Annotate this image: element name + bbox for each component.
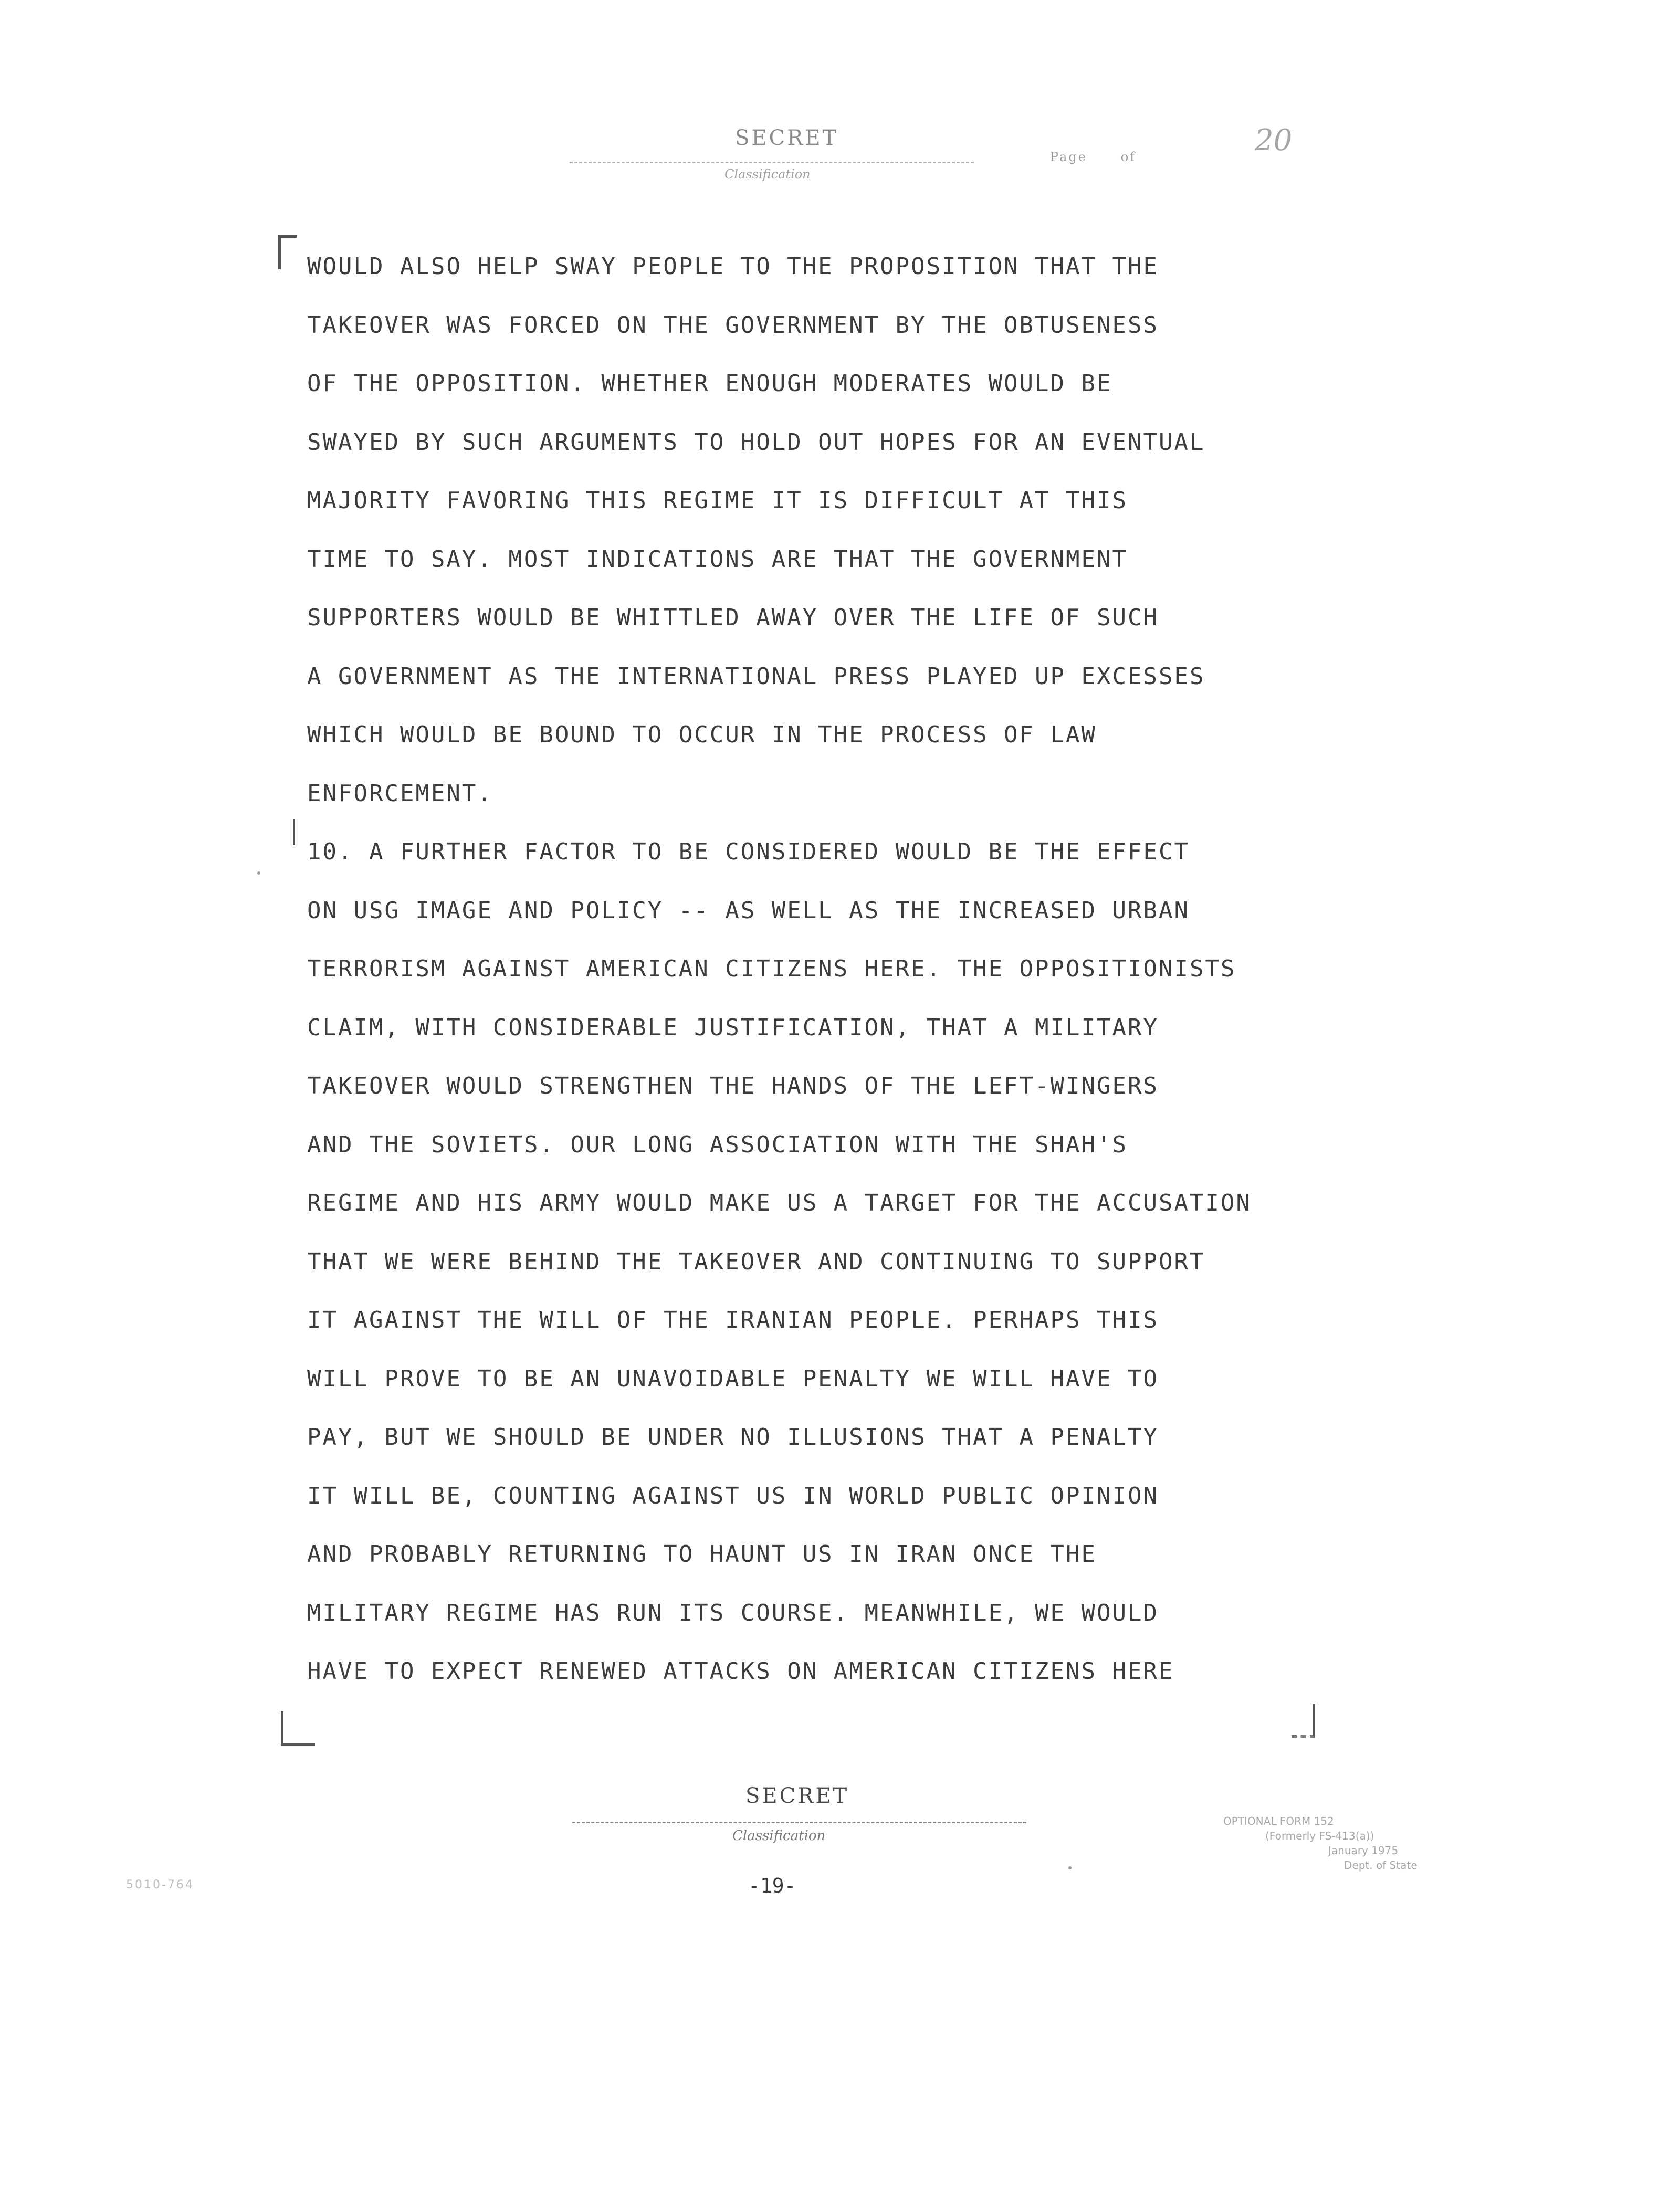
body-line: MILITARY REGIME HAS RUN ITS COURSE. MEANWHILE, WE WOULD [307,1599,1159,1626]
body-line: AND THE SOVIETS. OUR LONG ASSOCIATION WITH THE SHAH'S [307,1131,1128,1158]
body-line: AND PROBABLY RETURNING TO HAUNT US IN IRAN ONCE THE [307,1541,1097,1568]
body-line: REGIME AND HIS ARMY WOULD MAKE US A TARGET FOR THE ACCUSATION [307,1190,1252,1216]
header-of-word: of [1120,150,1137,164]
optional-form-line: (Formerly FS-413(a)) [1265,1830,1374,1842]
optional-form-line: OPTIONAL FORM 152 [1223,1815,1334,1827]
footer-optional-form-block [1223,1814,1460,1873]
body-line: SUPPORTERS WOULD BE WHITTLED AWAY OVER THE LIFE OF SUCH [307,604,1159,631]
header-classification: SECRET [735,126,839,150]
body-line: TAKEOVER WAS FORCED ON THE GOVERNMENT BY THE OBTUSENESS [307,311,1159,339]
optional-form-line: January 1975 [1328,1844,1399,1857]
body-line: IT AGAINST THE WILL OF THE IRANIAN PEOPLE. PERHAPS THIS [307,1307,1159,1333]
body-line: SWAYED BY SUCH ARGUMENTS TO HOLD OUT HOPES FOR AN EVENTUAL [307,428,1205,456]
paragraph-margin-mark [293,819,295,845]
body-line: PAY, BUT WE SHOULD BE UNDER NO ILLUSIONS THAT A PENALTY [307,1424,1159,1451]
body-line: TAKEOVER WOULD STRENGTHEN THE HANDS OF THE LEFT-WINGERS [307,1073,1159,1099]
footer-form-number: 5010-764 [126,1878,194,1891]
body-line: ON USG IMAGE AND POLICY -- AS WELL AS THE INCREASED URBAN [307,897,1190,924]
body-line: THAT WE WERE BEHIND THE TAKEOVER AND CONTINUING TO SUPPORT [307,1248,1205,1275]
optional-form-line: Dept. of State [1344,1859,1418,1872]
header-handwritten-page-number: 20 [1255,123,1293,157]
body-line: WOULD ALSO HELP SWAY PEOPLE TO THE PROPOSITION THAT THE [307,253,1159,280]
bracket-top-left-mark [278,235,297,269]
body-line: HAVE TO EXPECT RENEWED ATTACKS ON AMERICAN CITIZENS HERE [307,1658,1174,1685]
body-line: A GOVERNMENT AS THE INTERNATIONAL PRESS PLAYED UP EXCESSES [307,663,1205,690]
footer-classification-caption: Classification [732,1828,826,1844]
header-classification-rule [570,162,974,163]
bracket-bottom-left-mark [281,1711,315,1746]
body-line: WHICH WOULD BE BOUND TO OCCUR IN THE PROCESS OF LAW [307,721,1097,748]
body-line: 10. A FURTHER FACTOR TO BE CONSIDERED WOULD BE THE EFFECT [307,838,1190,865]
body-line: ENFORCEMENT. [307,780,493,807]
header-page-word: Page [1050,150,1087,164]
footer-speck [1068,1866,1072,1869]
body-line: WILL PROVE TO BE AN UNAVOIDABLE PENALTY WE WILL HAVE TO [307,1365,1159,1392]
footer-page-number: -19- [748,1874,796,1897]
footer-classification: SECRET [746,1784,849,1808]
header-classification-caption: Classification [724,167,811,182]
body-line: MAJORITY FAVORING THIS REGIME IT IS DIFFICULT AT THIS [307,487,1128,514]
bracket-bottom-right-mark [1292,1704,1315,1738]
body-line: TERRORISM AGAINST AMERICAN CITIZENS HERE. THE OPPOSITIONISTS [307,955,1236,982]
header-page-label [1050,150,1136,164]
margin-speck [257,871,260,875]
footer-classification-rule [572,1822,1026,1823]
body-line: IT WILL BE, COUNTING AGAINST US IN WORLD PUBLIC OPINION [307,1482,1159,1509]
cable-body-text [307,237,1473,1701]
body-line: OF THE OPPOSITION. WHETHER ENOUGH MODERATES WOULD BE [307,370,1112,397]
body-line: CLAIM, WITH CONSIDERABLE JUSTIFICATION, THAT A MILITARY [307,1014,1159,1041]
body-line: TIME TO SAY. MOST INDICATIONS ARE THAT THE GOVERNMENT [307,545,1128,573]
